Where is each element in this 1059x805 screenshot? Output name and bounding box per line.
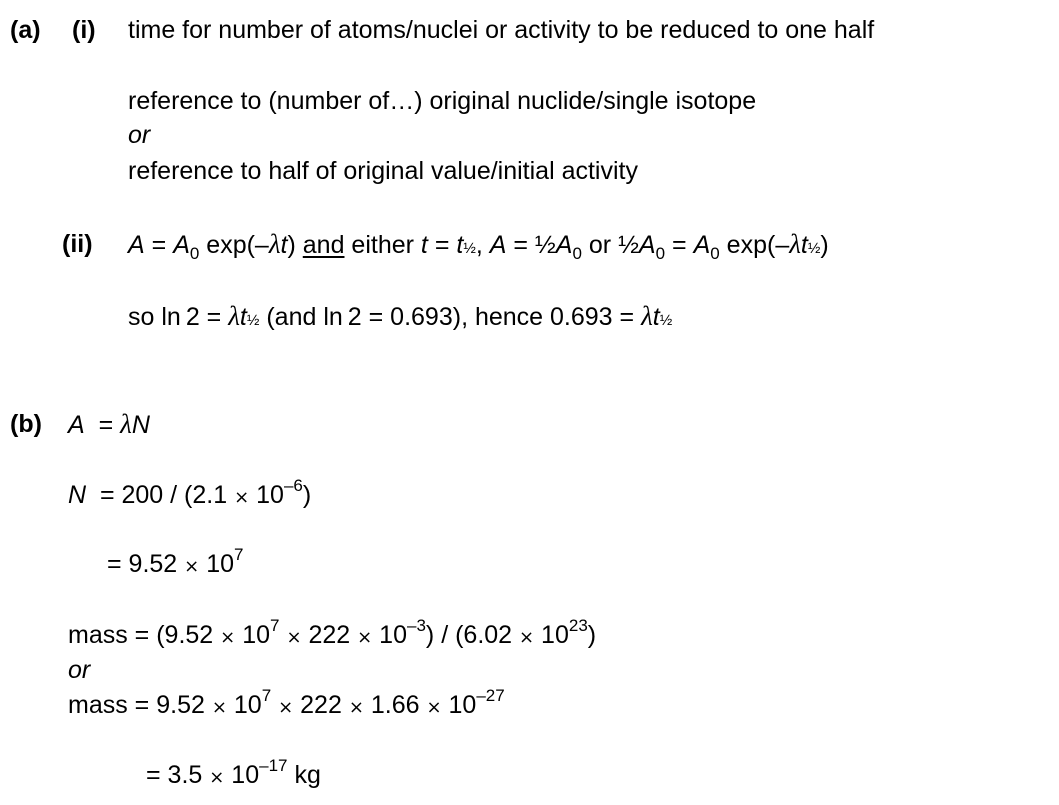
- a-i-reference-nuclide-line: reference to (number of…) original nuclide/single isotope: [128, 87, 757, 115]
- b-n-value: = $9.52 \times 10^7$: [107, 545, 244, 578]
- a-i-reference-half-line: reference to half of original value/initial activity: [128, 157, 638, 185]
- a-i-definition-line: time for number of atoms/nuclei or activity to be reduced to one half: [128, 16, 875, 44]
- part-a-ii-label: (ii): [62, 230, 93, 258]
- b-activity-equation: A = λN: [68, 409, 150, 439]
- part-a-i-label: (i): [72, 16, 96, 44]
- answer-unit: kg: [294, 761, 321, 789]
- b-final-answer: = $3.5 \times 10^{-17}$ kg: [146, 756, 321, 789]
- b-mass-method-1: mass = $(9.52 \times 10^7 \times 222 \times 10^{-3}) / (6.02 \times 10^{23})$: [68, 616, 597, 649]
- a-ii-decay-equation: $A = A_0$ exp(–λt) and either t = t½, $A = \frac{1}{2}A_0$ or $\frac{1}{2}A_0 = A_0$ exp(–λt½): [128, 229, 829, 263]
- b-mass-method-2: mass = $9.52 \times 10^7 \times 222 \times 1.66 \times 10^{-27}$: [68, 686, 505, 719]
- a-ii-ln2-line: so ln 2 = λt½ (and ln 2 = 0.693), hence 0.693 = λt½: [128, 301, 673, 331]
- b-or: or: [68, 656, 91, 684]
- part-a-label: (a): [10, 16, 41, 44]
- b-n-equation: $N = 200 / (2.1 \times 10^{-6})$: [68, 476, 312, 509]
- a-i-or: or: [128, 121, 151, 149]
- part-b-label: (b): [10, 410, 42, 438]
- and-underlined: and: [302, 231, 345, 259]
